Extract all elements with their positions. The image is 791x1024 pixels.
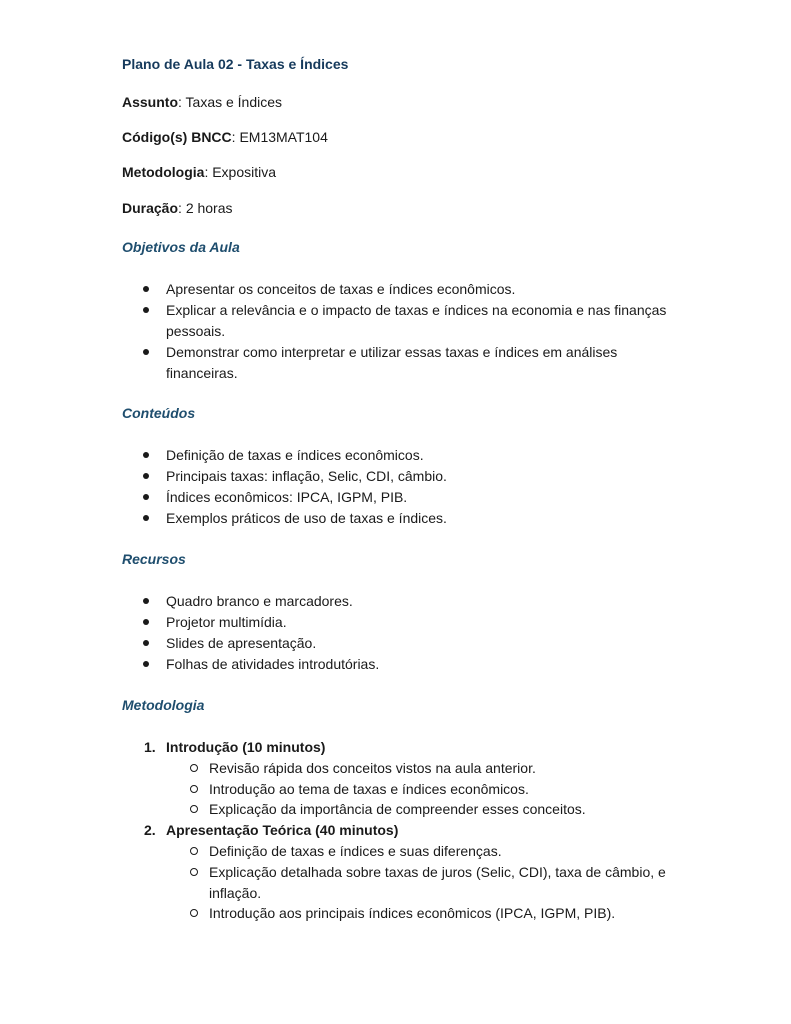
recursos-list	[140, 591, 680, 675]
sub-list-item: Introdução ao tema de taxas e índices econômicos.	[166, 779, 680, 800]
sub-list-item: Explicação detalhada sobre taxas de juros (Selic, CDI), taxa de câmbio, e inflação.	[166, 862, 680, 904]
list-item: Folhas de atividades introdutórias.	[140, 654, 680, 675]
sub-list-item: Definição de taxas e índices e suas diferenças.	[166, 841, 680, 862]
field-metodologia: Metodologia: Expositiva	[122, 164, 277, 180]
section-heading-recursos: Recursos	[122, 551, 186, 567]
list-item: Principais taxas: inflação, Selic, CDI, câmbio.	[140, 466, 680, 487]
field-metodologia-label: Metodologia	[122, 164, 205, 180]
sub-list-item: Revisão rápida dos conceitos vistos na aula anterior.	[166, 758, 680, 779]
step-title: Introdução (10 minutos)	[166, 739, 326, 755]
step-number: 2.	[144, 822, 156, 839]
field-assunto-value: Taxas e Índices	[185, 94, 283, 110]
step-sublist	[166, 841, 680, 924]
list-item: Definição de taxas e índices econômicos.	[140, 445, 680, 466]
objetivos-list	[140, 279, 680, 384]
field-metodologia-value: Expositiva	[212, 164, 277, 180]
field-duracao-label: Duração	[122, 200, 179, 216]
step-item	[140, 820, 680, 924]
field-duracao-value: 2 horas	[185, 200, 233, 216]
field-assunto: Assunto: Taxas e Índices	[122, 94, 283, 110]
list-item: Slides de apresentação.	[140, 633, 680, 654]
metodologia-steps	[140, 737, 680, 924]
list-item: Exemplos práticos de uso de taxas e índices.	[140, 508, 680, 529]
step-title: Apresentação Teórica (40 minutos)	[166, 822, 399, 839]
list-item: Demonstrar como interpretar e utilizar essas taxas e índices em análises financeiras.	[140, 342, 680, 384]
list-item: Índices econômicos: IPCA, IGPM, PIB.	[140, 487, 680, 508]
list-item: Quadro branco e marcadores.	[140, 591, 680, 612]
list-item: Apresentar os conceitos de taxas e índices econômicos.	[140, 279, 680, 300]
step-number: 1.	[144, 739, 156, 755]
conteudos-list	[140, 445, 680, 529]
section-heading-conteudos: Conteúdos	[122, 405, 196, 421]
list-item: Projetor multimídia.	[140, 612, 680, 633]
section-heading-objetivos: Objetivos da Aula	[122, 239, 240, 255]
field-codigo: Código(s) BNCC: EM13MAT104	[122, 129, 328, 145]
field-codigo-label: Código(s) BNCC	[122, 129, 232, 145]
sub-list-item: Introdução aos principais índices econômicos (IPCA, IGPM, PIB).	[166, 903, 680, 924]
page-title: Plano de Aula 02 - Taxas e Índices	[122, 56, 349, 72]
section-heading-metodologia: Metodologia	[122, 697, 205, 713]
sub-list-item: Explicação da importância de compreender esses conceitos.	[166, 799, 680, 820]
list-item: Explicar a relevância e o impacto de taxas e índices na economia e nas finanças pessoais.	[140, 300, 680, 342]
field-codigo-value: EM13MAT104	[239, 129, 328, 145]
field-duracao: Duração: 2 horas	[122, 200, 233, 216]
step-item	[140, 737, 680, 820]
field-assunto-label: Assunto	[122, 94, 178, 110]
step-sublist	[166, 758, 680, 820]
